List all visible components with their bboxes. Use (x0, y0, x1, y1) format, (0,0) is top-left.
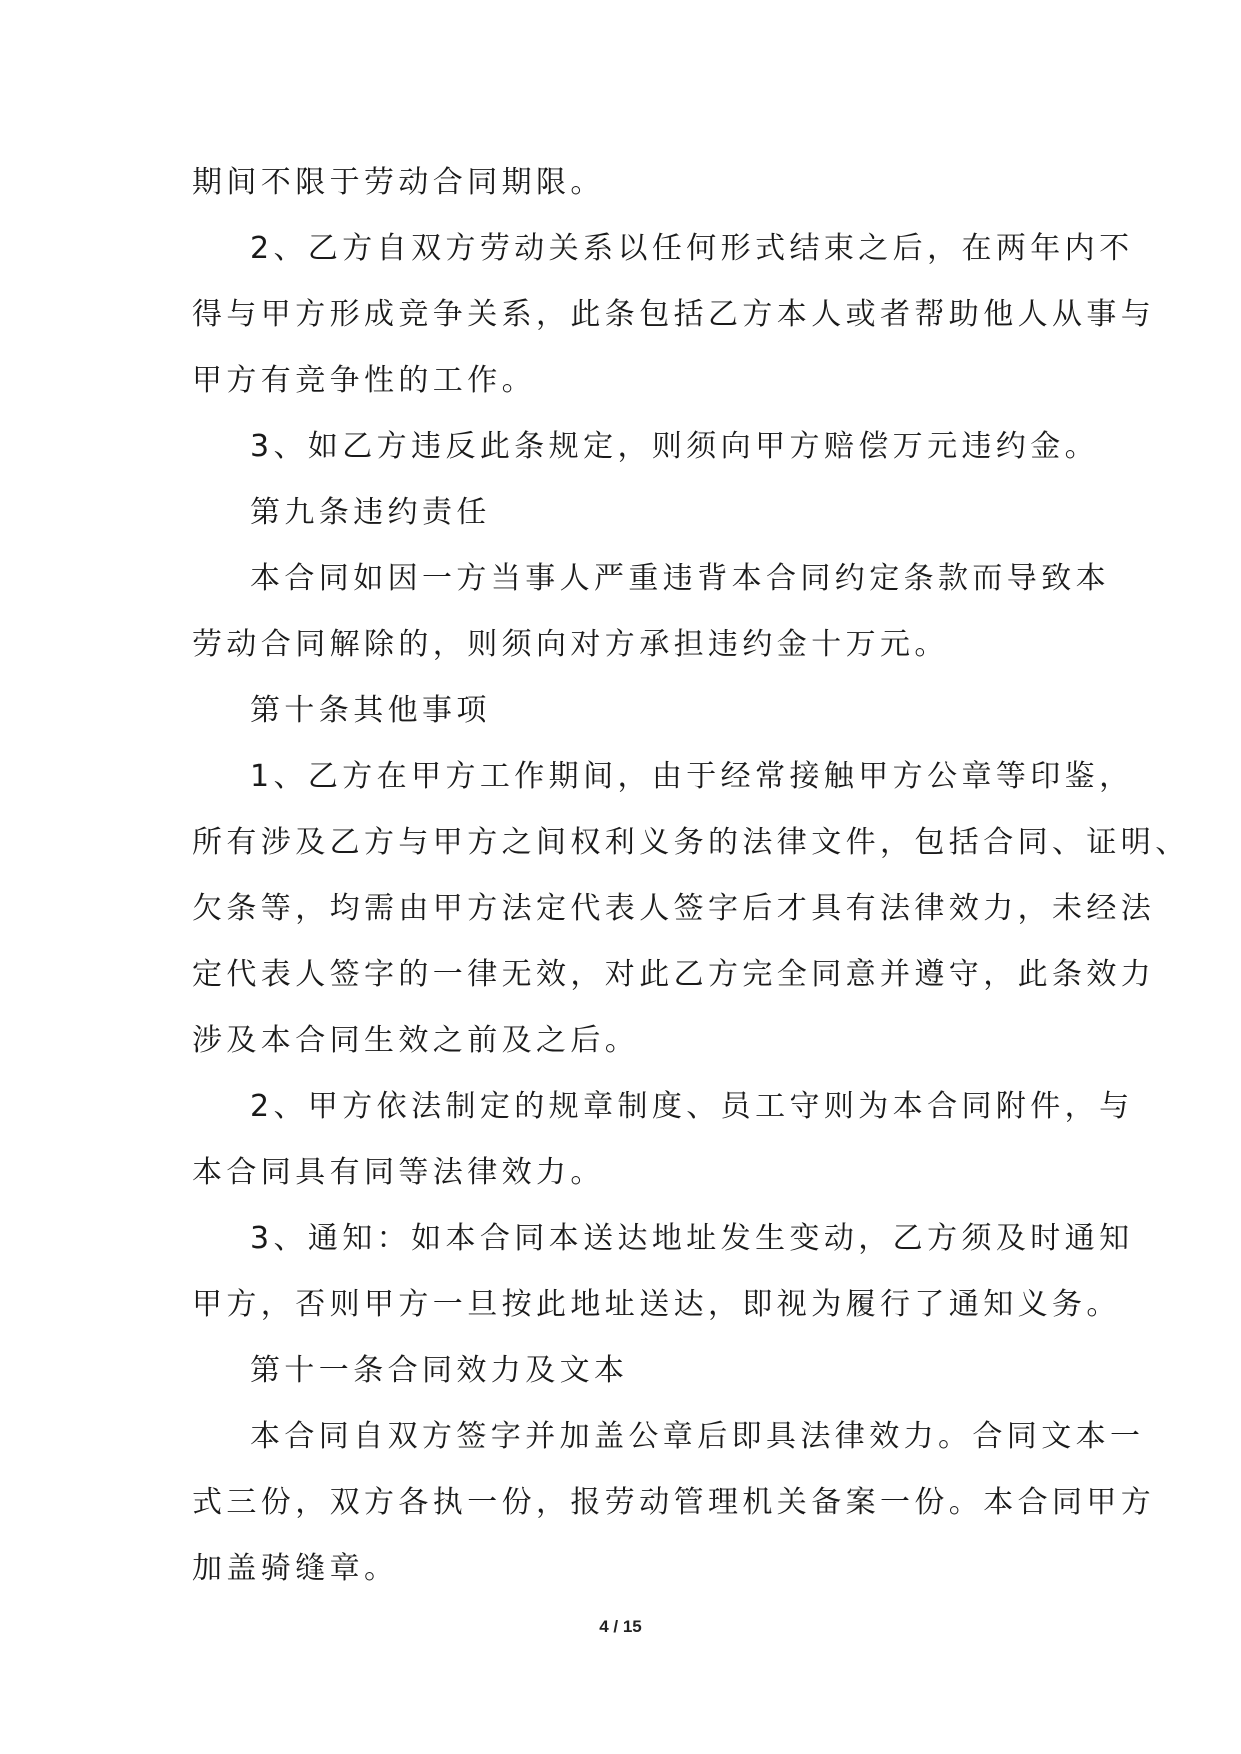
article-heading: 第十一条合同效力及文本 (250, 1353, 629, 1388)
text-line: 劳动合同解除的，则须向对方承担违约金十万元。 (192, 627, 949, 662)
article-heading: 第九条违约责任 (250, 495, 491, 530)
text-line: 涉及本合同生效之前及之后。 (192, 1023, 640, 1058)
text-line: 2、甲方依法制定的规章制度、员工守则为本合同附件，与 (250, 1089, 1134, 1124)
text-line: 3、如乙方违反此条规定，则须向甲方赔偿万元违约金。 (250, 429, 1100, 464)
article-heading: 第十条其他事项 (250, 693, 491, 728)
text-line: 式三份，双方各执一份，报劳动管理机关备案一份。本合同甲方 (192, 1485, 1156, 1520)
text-line: 本合同如因一方当事人严重违背本合同约定条款而导致本 (250, 561, 1110, 596)
text-line: 本合同自双方签字并加盖公章后即具法律效力。合同文本一 (250, 1419, 1145, 1454)
text-line: 期间不限于劳动合同期限。 (192, 165, 605, 200)
text-line: 2、乙方自双方劳动关系以任何形式结束之后，在两年内不 (250, 231, 1134, 266)
text-line: 欠条等，均需由甲方法定代表人签字后才具有法律效力，未经法 (192, 891, 1156, 926)
text-line: 本合同具有同等法律效力。 (192, 1155, 605, 1190)
text-line: 3、通知：如本合同本送达地址发生变动，乙方须及时通知 (250, 1221, 1134, 1256)
text-line: 甲方有竞争性的工作。 (192, 363, 536, 398)
text-line: 得与甲方形成竞争关系，此条包括乙方本人或者帮助他人从事与 (192, 297, 1156, 332)
text-line: 所有涉及乙方与甲方之间权利义务的法律文件，包括合同、证明、 (192, 825, 1190, 860)
text-line: 甲方，否则甲方一旦按此地址送达，即视为履行了通知义务。 (192, 1287, 1121, 1322)
text-line: 定代表人签字的一律无效，对此乙方完全同意并遵守，此条效力 (192, 957, 1156, 992)
text-line: 1、乙方在甲方工作期间，由于经常接触甲方公章等印鉴， (250, 759, 1134, 794)
page-number: 4 / 15 (599, 1617, 642, 1636)
document-body (192, 150, 1190, 1602)
text-line: 加盖骑缝章。 (192, 1551, 399, 1586)
